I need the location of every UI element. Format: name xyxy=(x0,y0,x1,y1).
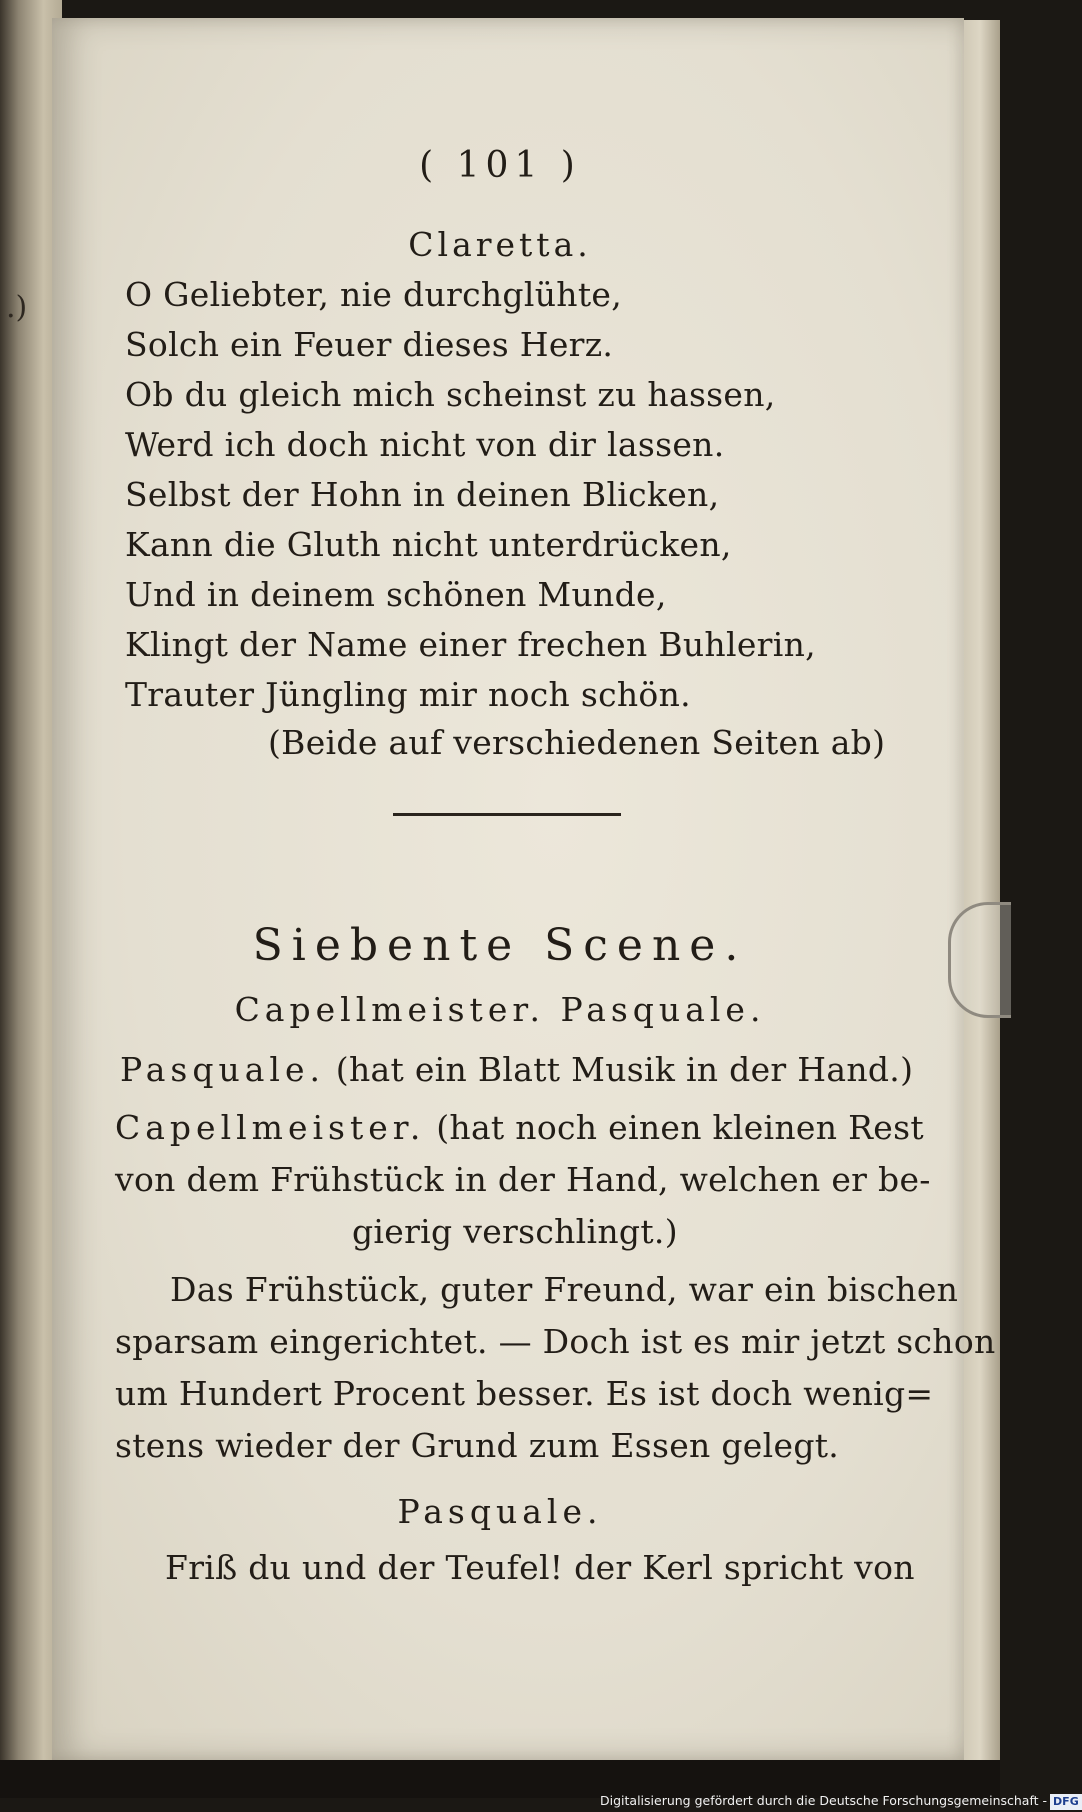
speaker-capellmeister: Capellmeister. xyxy=(115,1108,426,1147)
speaker-claretta: Claretta. xyxy=(408,225,592,264)
verse-line: Und in deinem schönen Munde, xyxy=(125,575,667,614)
speech-line: um Hundert Procent besser. Es ist doch wenig= xyxy=(115,1374,934,1413)
verse-line: Ob du gleich mich scheinst zu hassen, xyxy=(125,375,776,414)
digitization-credit xyxy=(600,1790,1079,1812)
verse-line: Trauter Jüngling mir noch schön. xyxy=(125,675,691,714)
stage-direction: (hat noch einen kleinen Rest xyxy=(436,1108,924,1147)
speech-line: Das Frühstück, guter Freund, war ein bischen xyxy=(170,1270,959,1309)
stage-direction-exit: (Beide auf verschiedenen Seiten ab) xyxy=(268,723,886,762)
stage-line-pasquale xyxy=(120,1050,913,1089)
speaker-pasquale-2: Pasquale. xyxy=(397,1492,603,1531)
verse-line: O Geliebter, nie durchglühte, xyxy=(125,275,622,314)
verse-line: Solch ein Feuer dieses Herz. xyxy=(125,325,614,364)
scene-title: Siebente Scene. xyxy=(252,920,748,971)
section-rule xyxy=(393,813,621,816)
cast-list: Capellmeister. Pasquale. xyxy=(234,990,766,1029)
stage-line-capellmeister xyxy=(115,1108,924,1147)
verse-line: Selbst der Hohn in deinen Blicken, xyxy=(125,475,720,514)
stage-direction: von dem Frühstück in der Hand, welchen er be- xyxy=(115,1160,931,1199)
verse-line: Kann die Gluth nicht unterdrücken, xyxy=(125,525,732,564)
credit-text: Digitalisierung gefördert durch die Deutsche Forschungsgemeinschaft - xyxy=(600,1793,1048,1808)
final-line: Friß du und der Teufel! der Kerl spricht von xyxy=(165,1548,915,1587)
verse-line: Klingt der Name einer frechen Buhlerin, xyxy=(125,625,816,664)
speech-line: stens wieder der Grund zum Essen gelegt. xyxy=(115,1426,840,1465)
speech-line: sparsam eingerichtet. — Doch ist es mir jetzt schon xyxy=(115,1322,996,1361)
dfg-logo: DFG xyxy=(1050,1794,1082,1810)
speaker-pasquale: Pasquale. xyxy=(120,1050,325,1089)
stage-direction: gierig verschlingt.) xyxy=(352,1212,678,1251)
stage-direction: (hat ein Blatt Musik in der Hand.) xyxy=(335,1050,914,1089)
margin-mark: .) xyxy=(6,290,28,325)
verse-line: Werd ich doch nicht von dir lassen. xyxy=(125,425,725,464)
page-number: ( 101 ) xyxy=(419,145,581,186)
